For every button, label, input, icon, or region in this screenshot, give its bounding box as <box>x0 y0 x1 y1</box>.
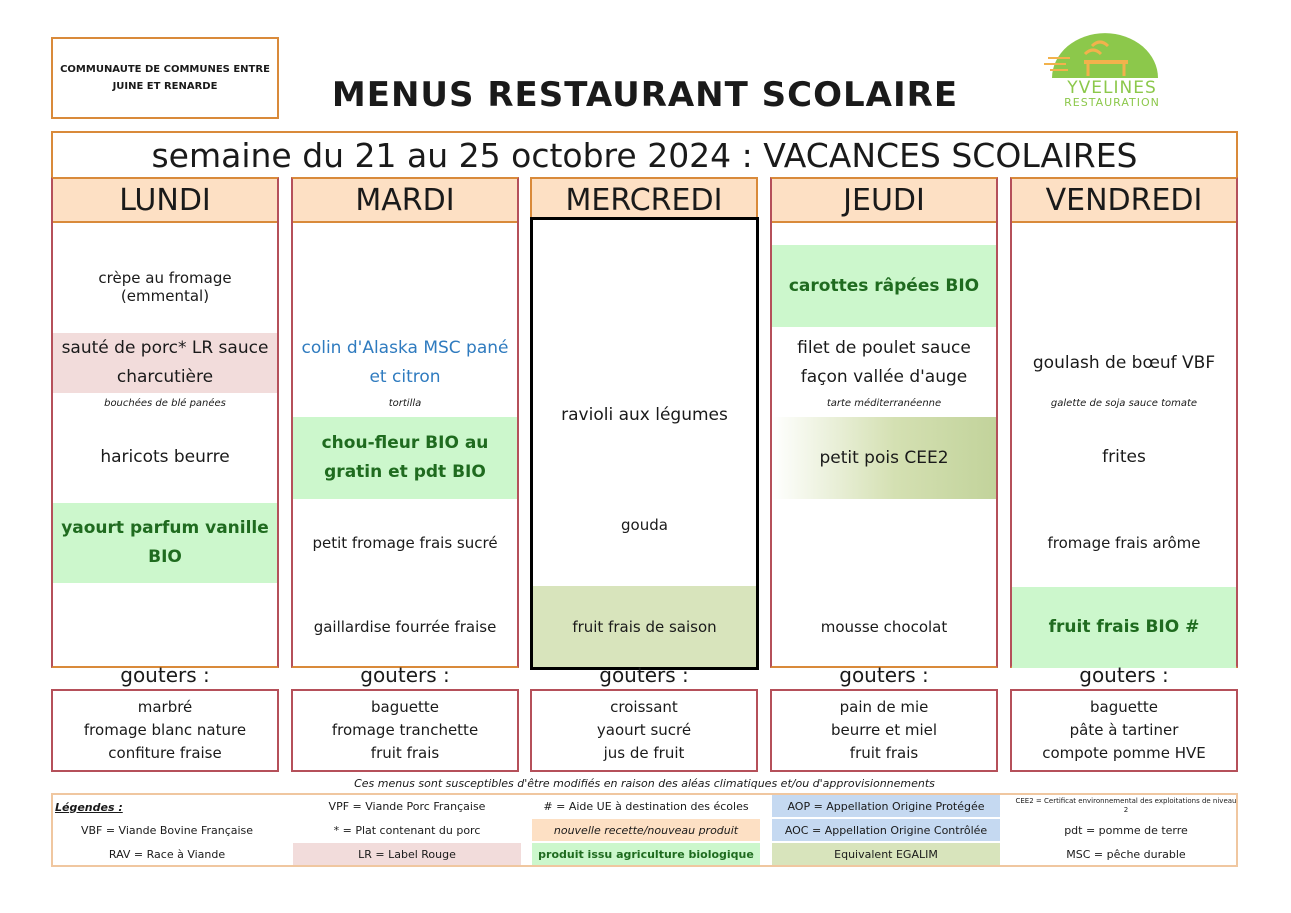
legend-vpf: VPF = Viande Porc Française <box>328 799 486 813</box>
page-title: MENUS RESTAURANT SCOLAIRE <box>331 75 959 115</box>
menu-laitage-lundi-line1: yaourt parfum vanille <box>61 518 269 538</box>
gouters-box-vendredi <box>1010 689 1238 772</box>
menu-dessert-mercredi: fruit frais de saison <box>533 586 756 667</box>
menu-plat-mercredi: ravioli aux légumes <box>561 404 728 425</box>
menu-legume-jeudi: petit pois CEE2 <box>772 417 996 499</box>
gouter-item: jus de fruit <box>603 744 685 762</box>
gouter-item: pain de mie <box>839 698 929 716</box>
menu-plat-lundi <box>53 333 277 393</box>
day-column-vendredi <box>1010 177 1238 668</box>
legend-aoc: AOC = Appellation Origine Contrôlée <box>772 819 1000 841</box>
menu-plat-mardi-line1: colin d'Alaska MSC pané <box>301 338 509 358</box>
gouter-item: confiture fraise <box>108 744 222 762</box>
day-header-jeudi: JEUDI <box>772 179 996 223</box>
menu-dessert-vendredi: fruit frais BIO # <box>1012 587 1236 668</box>
day-header-lundi: LUNDI <box>53 179 277 223</box>
gouter-item: beurre et miel <box>830 721 938 739</box>
gouter-item: fromage tranchette <box>331 721 479 739</box>
legend-rav: RAV = Race à Viande <box>108 847 226 861</box>
menu-alternative-lundi: bouchées de blé panées <box>104 397 226 409</box>
legend-box <box>51 793 1238 867</box>
logo-text-yvelines: YVELINES <box>1067 78 1157 98</box>
gouter-item: yaourt sucré <box>596 721 692 739</box>
disclaimer-text: Ces menus sont susceptibles d'être modifiés en raison des aléas climatiques et/ou d'approvisionnements <box>354 776 935 790</box>
gouter-item: croissant <box>610 698 678 716</box>
day-header-vendredi: VENDREDI <box>1012 179 1236 223</box>
gouters-label-lundi: gouters : <box>120 663 210 687</box>
menu-plat-jeudi <box>772 333 996 393</box>
legend-aop: AOP = Appellation Origine Protégée <box>772 795 1000 817</box>
menu-legume-mardi-line1: chou-fleur BIO au <box>321 433 489 453</box>
yvelines-restauration-logo <box>1040 26 1190 116</box>
menu-laitage-lundi <box>53 503 277 583</box>
gouters-box-lundi <box>51 689 279 772</box>
menu-laitage-vendredi: fromage frais arôme <box>1047 534 1201 552</box>
gouters-label-mercredi: gouters : <box>599 663 689 687</box>
gouter-item: marbré <box>137 698 193 716</box>
day-column-mercredi-frame <box>530 217 759 670</box>
menu-plat-mardi-line2: et citron <box>369 367 441 387</box>
gouter-item: pâte à tartiner <box>1069 721 1179 739</box>
menu-alternative-jeudi: tarte méditerranéenne <box>826 397 942 409</box>
menu-plat-lundi-line1: sauté de porc* LR sauce <box>61 338 269 358</box>
gouter-item: fruit frais <box>849 744 919 762</box>
day-header-mercredi: MERCREDI <box>532 179 756 223</box>
gouters-label-mardi: gouters : <box>360 663 450 687</box>
menu-entree-lundi: crèpe au fromage (emmental) <box>98 269 232 305</box>
legend-porc: * = Plat contenant du porc <box>333 823 481 837</box>
legend-title: Légendes : <box>55 800 123 814</box>
legend-pdt: pdt = pomme de terre <box>1064 823 1188 837</box>
day-column-lundi <box>51 177 279 668</box>
menu-dessert-jeudi: mousse chocolat <box>820 618 948 636</box>
menu-plat-vendredi: goulash de bœuf VBF <box>1032 352 1216 373</box>
day-column-jeudi <box>770 177 998 668</box>
menu-laitage-lundi-line2: BIO <box>148 547 182 567</box>
logo-text-restauration: RESTAURATION <box>1064 96 1160 109</box>
menu-alternative-mardi: tortilla <box>388 397 422 409</box>
gouter-item: baguette <box>1090 698 1158 716</box>
gouters-box-mercredi <box>530 689 758 772</box>
menu-plat-lundi-line2: charcutière <box>116 367 214 387</box>
legend-bio: produit issu agriculture biologique <box>532 843 760 865</box>
menu-laitage-mardi: petit fromage frais sucré <box>312 534 498 552</box>
menu-legume-vendredi: frites <box>1102 446 1146 467</box>
menu-legume-lundi: haricots beurre <box>100 446 230 467</box>
menu-laitage-mercredi: gouda <box>621 516 668 534</box>
legend-cee2: CEE2 = Certificat environnemental des exploitations de niveau 2 <box>1015 797 1237 814</box>
day-header-mardi: MARDI <box>293 179 517 223</box>
gouters-box-mardi <box>291 689 519 772</box>
legend-egalim: Equivalent EGALIM <box>772 843 1000 865</box>
legend-aide-ue: # = Aide UE à destination des écoles <box>543 799 749 813</box>
menu-entree-jeudi: carottes râpées BIO <box>772 245 996 327</box>
legend-label-rouge: LR = Label Rouge <box>293 843 521 865</box>
gouter-item: compote pomme HVE <box>1042 744 1206 762</box>
gouter-item: fruit frais <box>370 744 440 762</box>
organization-name-line1: COMMUNAUTE DE COMMUNES ENTRE <box>60 64 270 75</box>
menu-legume-mardi-line2: gratin et pdt BIO <box>324 462 486 482</box>
legend-vbf: VBF = Viande Bovine Française <box>80 823 254 837</box>
week-banner: semaine du 21 au 25 octobre 2024 : VACANCES SCOLAIRES <box>51 131 1238 177</box>
gouters-label-vendredi: gouters : <box>1079 663 1169 687</box>
day-column-mardi <box>291 177 519 668</box>
gouter-item: baguette <box>371 698 439 716</box>
legend-nouvelle-recette: nouvelle recette/nouveau produit <box>532 819 760 841</box>
menu-alternative-vendredi: galette de soja sauce tomate <box>1050 397 1198 409</box>
organization-name-line2: JUINE ET RENARDE <box>112 81 218 92</box>
menu-plat-jeudi-line1: filet de poulet sauce <box>797 338 971 358</box>
menu-plat-mardi <box>293 333 517 393</box>
gouters-box-jeudi <box>770 689 998 772</box>
menu-legume-mardi <box>293 417 517 499</box>
gouters-label-jeudi: gouters : <box>839 663 929 687</box>
organization-box <box>51 37 279 119</box>
menu-plat-jeudi-line2: façon vallée d'auge <box>800 367 968 387</box>
legend-msc: MSC = pêche durable <box>1066 847 1186 861</box>
menu-dessert-mardi: gaillardise fourrée fraise <box>313 618 497 636</box>
gouter-item: fromage blanc nature <box>83 721 247 739</box>
